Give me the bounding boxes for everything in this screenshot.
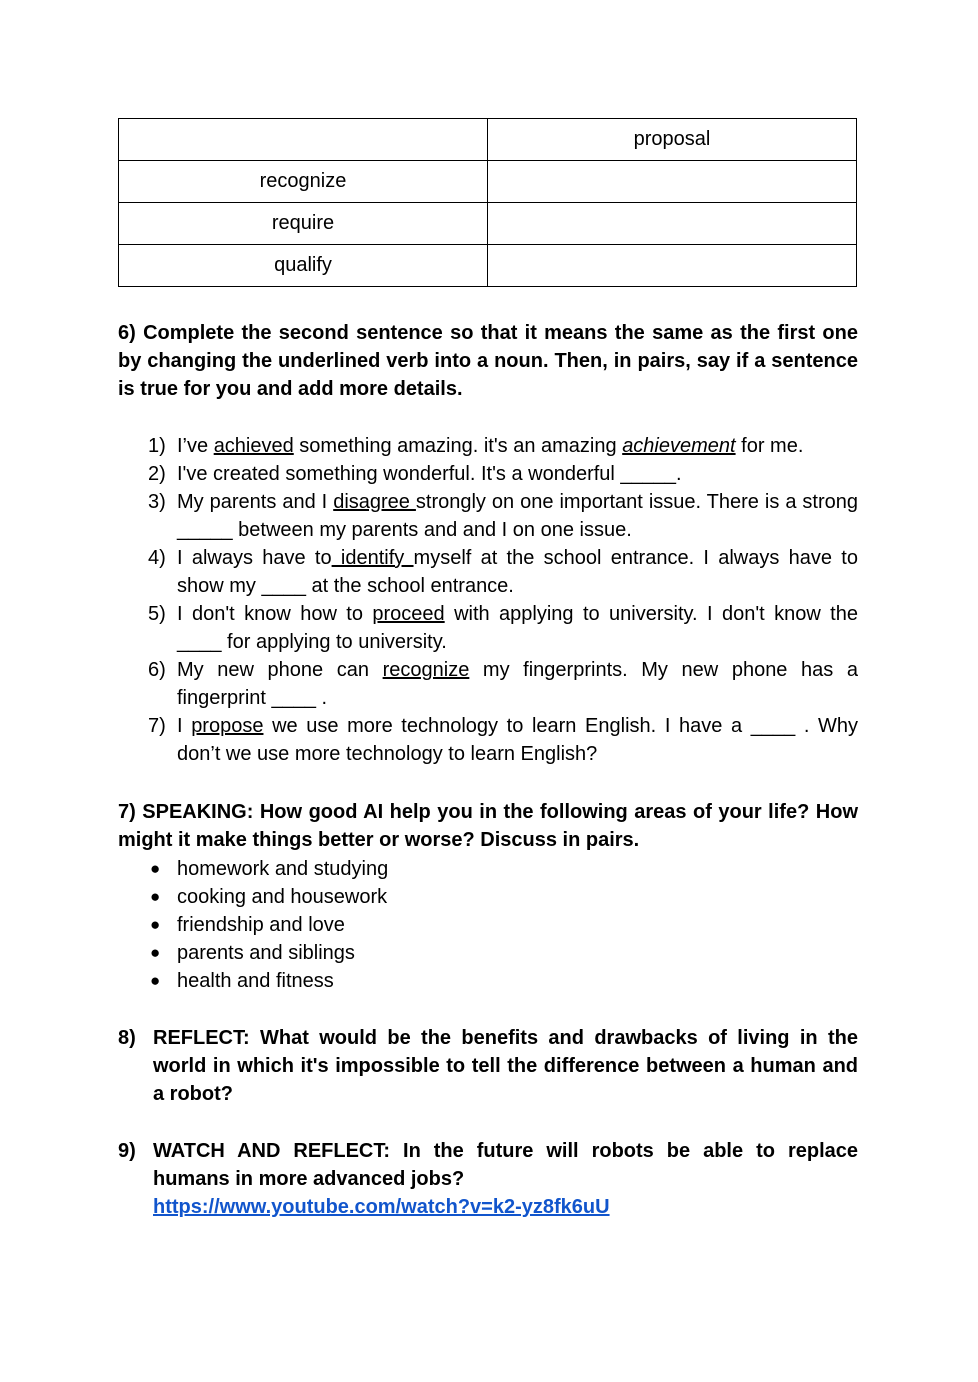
- table-cell: [119, 119, 488, 161]
- question-8-number: 8): [118, 1027, 136, 1049]
- table-cell: [488, 161, 857, 203]
- item-text: My new phone can: [177, 659, 383, 681]
- list-item: [148, 432, 858, 460]
- underlined-verb: recognize: [382, 659, 470, 681]
- youtube-link[interactable]: https://www.youtube.com/watch?v=k2-yz8fk6uU: [153, 1196, 610, 1218]
- table-cell: [488, 203, 857, 245]
- list-item: [148, 460, 858, 488]
- table-row: [119, 119, 857, 161]
- item-text: strongly on one important issue. There is a strong _____ between my parents and and I on one issue.: [177, 491, 859, 541]
- bullet-icon: ●: [150, 859, 161, 878]
- item-text: with applying to university. I don't know the ____ for applying to university.: [177, 603, 858, 653]
- list-item: [148, 911, 848, 939]
- item-number: 7): [148, 715, 166, 737]
- list-item: [148, 855, 848, 883]
- table-cell: [488, 245, 857, 287]
- bullet-icon: ●: [150, 887, 161, 906]
- underlined-verb: identify: [331, 547, 414, 569]
- question-7-heading: 7) SPEAKING: How good AI help you in the following areas of your life? How might it make things better or worse? Discuss in pairs.: [118, 801, 858, 851]
- question-9-number: 9): [118, 1140, 136, 1162]
- item-number: 3): [148, 491, 166, 513]
- item-number: 2): [148, 463, 166, 485]
- bullet-text: health and fitness: [177, 970, 334, 992]
- item-text: we use more technology to learn English. I have a ____ . Why don’t we use more technology to learn English?: [177, 715, 858, 765]
- underlined-verb: proceed: [372, 603, 445, 625]
- table-cell: recognize: [119, 161, 488, 203]
- item-text: something amazing. it's an amazing: [293, 435, 623, 457]
- question-9-block: [153, 1137, 858, 1221]
- list-item: [148, 939, 848, 967]
- table-cell: require: [119, 203, 488, 245]
- item-text: I: [177, 715, 192, 737]
- bullet-text: parents and siblings: [177, 942, 355, 964]
- item-number: 4): [148, 547, 166, 569]
- bullet-icon: ●: [150, 915, 161, 934]
- item-number: 6): [148, 659, 166, 681]
- bullet-icon: ●: [150, 971, 161, 990]
- item-text: My parents and I: [177, 491, 334, 513]
- item-text: myself at the school entrance. I always have to show my ____ at the school entrance.: [177, 547, 858, 597]
- list-item: [148, 967, 848, 995]
- question-6-list: [148, 432, 858, 768]
- table-row: [119, 161, 857, 203]
- underlined-verb: achieved: [213, 435, 294, 457]
- bullet-text: cooking and housework: [177, 886, 388, 908]
- item-text: I always have to: [177, 547, 332, 569]
- list-item: [148, 656, 858, 712]
- list-item: [148, 488, 858, 544]
- table-cell: qualify: [119, 245, 488, 287]
- item-text: for me.: [735, 435, 804, 457]
- bullet-text: friendship and love: [177, 914, 345, 936]
- bullet-text: homework and studying: [177, 858, 389, 880]
- question-8-text: REFLECT: What would be the benefits and drawbacks of living in the world in which it's impossible to tell the difference between a human and a robot?: [153, 1027, 858, 1105]
- table-row: [119, 245, 857, 287]
- underlined-verb: propose: [191, 715, 264, 737]
- table-cell: proposal: [488, 119, 857, 161]
- list-item: [148, 544, 858, 600]
- item-text: my fingerprints. My new phone has a fingerprint ____ .: [177, 659, 858, 709]
- question-7-bullets: [148, 855, 848, 995]
- bullet-icon: ●: [150, 943, 161, 962]
- item-text: I don't know how to: [177, 603, 373, 625]
- item-text: I’ve: [177, 435, 214, 457]
- word-form-table: [118, 118, 857, 287]
- question-6-heading: 6) Complete the second sentence so that it means the same as the first one by changing the underlined verb into a noun. Then, in pairs, say if a sentence is true for you and add more details.: [118, 322, 858, 400]
- table-row: [119, 203, 857, 245]
- list-item: [148, 883, 848, 911]
- underlined-verb: disagree: [333, 491, 416, 513]
- item-text: I've created something wonderful. It's a wonderful _____.: [177, 463, 682, 485]
- question-9-text: WATCH AND REFLECT: In the future will robots be able to replace humans in more advanced jobs?: [153, 1140, 858, 1190]
- list-item: [148, 600, 858, 656]
- list-item: [148, 712, 858, 768]
- example-noun: achievement: [622, 435, 736, 457]
- item-number: 1): [148, 435, 166, 457]
- item-number: 5): [148, 603, 166, 625]
